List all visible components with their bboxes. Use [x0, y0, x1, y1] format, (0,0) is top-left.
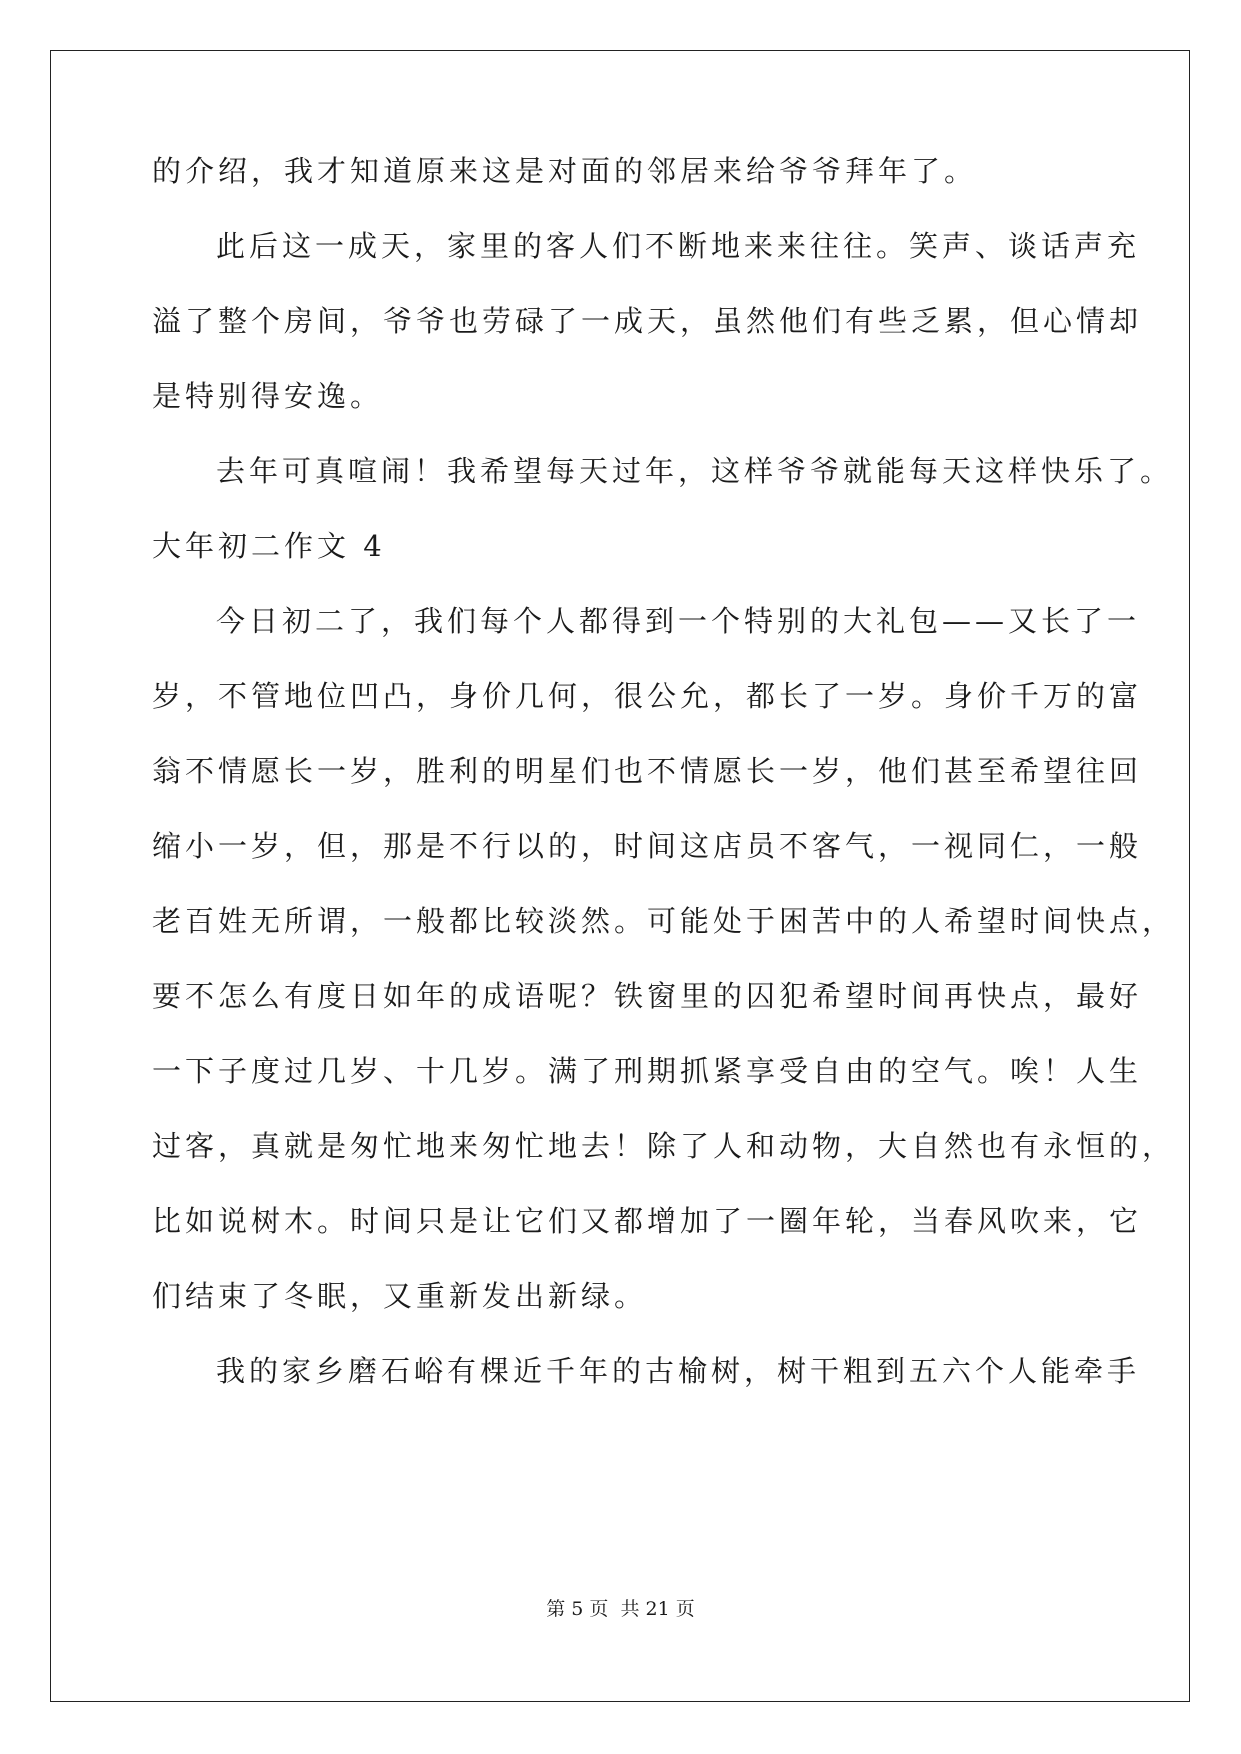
body-line: 此后这一成天，家里的客人们不断地来来往往。笑声、谈话声充 [216, 229, 1141, 263]
page-total: 共 21 页 [620, 1598, 695, 1620]
body-line: 溢了整个房间，爷爷也劳碌了一成天，虽然他们有些乏累，但心情却 [152, 304, 1143, 338]
body-line: 一下子度过几岁、十几岁。满了刑期抓紧享受自由的空气。唉！人生 [152, 1054, 1143, 1088]
page-footer [0, 1597, 1241, 1621]
body-line: 翁不情愿长一岁，胜利的明星们也不情愿长一岁，他们甚至希望往回 [152, 754, 1143, 788]
page-border [50, 50, 1190, 1702]
body-line: 去年可真喧闹！我希望每天过年，这样爷爷就能每天这样快乐了。 [216, 454, 1174, 488]
section-heading: 大年初二作文 4 [152, 529, 386, 563]
body-line: 我的家乡磨石峪有棵近千年的古榆树，树干粗到五六个人能牵手 [216, 1354, 1141, 1388]
body-line: 岁，不管地位凹凸，身价几何，很公允，都长了一岁。身价千万的富 [152, 679, 1143, 713]
body-line: 的介绍，我才知道原来这是对面的邻居来给爷爷拜年了。 [152, 154, 978, 188]
body-line: 老百姓无所谓，一般都比较淡然。可能处于困苦中的人希望时间快点， [152, 904, 1176, 938]
body-line: 过客，真就是匆忙地来匆忙地去！除了人和动物，大自然也有永恒的， [152, 1129, 1176, 1163]
body-line: 们结束了冬眠，又重新发出新绿。 [152, 1279, 648, 1313]
body-line: 今日初二了，我们每个人都得到一个特别的大礼包——又长了一 [216, 604, 1141, 638]
body-line: 比如说树木。时间只是让它们又都增加了一圈年轮，当春风吹来，它 [152, 1204, 1143, 1238]
body-line: 缩小一岁，但，那是不行以的，时间这店员不客气，一视同仁，一般 [152, 829, 1143, 863]
page-number: 第 5 页 [546, 1598, 609, 1620]
body-line: 要不怎么有度日如年的成语呢？铁窗里的囚犯希望时间再快点，最好 [152, 979, 1143, 1013]
body-line: 是特别得安逸。 [152, 379, 384, 413]
